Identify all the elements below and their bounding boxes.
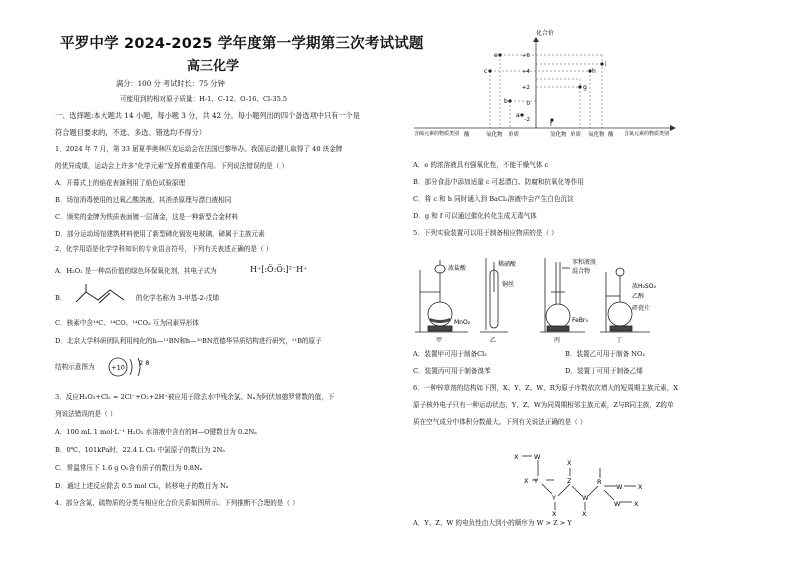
- atom-r: R: [597, 478, 602, 486]
- yi-name: 乙: [490, 337, 497, 344]
- point-g: g: [583, 84, 587, 91]
- q2-option-b-label: B．: [55, 294, 67, 302]
- bing-reagent: FeBr₃: [572, 317, 588, 324]
- atom-x1: X: [514, 453, 519, 461]
- q3-stem: 3．反应H₂O₂+Cl₂ = 2Cl⁻+O₂+2H⁺被应用于除去水中残余氯。Nₐ为阿伏加德罗常数的值，下: [55, 393, 335, 401]
- atom-w2: W: [582, 494, 589, 502]
- exam-meta: 满分：100 分 考试时长：75 分钟: [116, 79, 225, 88]
- atom-w4: W: [614, 500, 621, 508]
- q4-stem: 4．部分含氮、硫物质的分类与相应化合价关系如图所示。下列推断不合理的是（ ）: [55, 499, 299, 507]
- section-heading: 一、选择题:本大题共 14 小题，每小题 3 分，共 42 分。每小题列出的四个备选项中只有一个是: [55, 111, 360, 120]
- x-cat-acid-n: 酸: [608, 132, 614, 138]
- x-cat-oxide-s: 氧化物: [486, 132, 503, 138]
- q3-option-d: D．通过上述反应除去 0.5 mol Cl₂，转移电子的数目为 Nₐ: [55, 482, 229, 490]
- y-tick-2: +2: [521, 85, 530, 91]
- q5-option-d: D．装置丁可用于制备乙烯: [565, 367, 643, 375]
- q6-option-a: A．Y、Z、W 的电负性由大到小的顺序为 W > Z > Y: [413, 519, 572, 527]
- bing-label-2: 混合物: [572, 268, 591, 275]
- q5-option-a: A．装置甲可用于制备Cl₂: [413, 350, 487, 358]
- yi-label-1: 稀硝酸: [498, 261, 517, 268]
- y-tick-0: 0: [526, 101, 530, 107]
- apparatus-ding: [600, 268, 650, 332]
- x-cat-element-s: 单质: [508, 132, 520, 138]
- x-cat-acid-s: 酸: [464, 132, 470, 138]
- q2-option-a: A．H₂O₂ 是一种高价值的绿色环保氧化剂，其电子式为: [55, 267, 217, 275]
- q4-option-d: D．g 和 f 可以通过催化转化生成无毒气体: [413, 212, 537, 220]
- exam-title: 平罗中学 2024-2025 学年度第一学期第三次考试试题: [60, 36, 424, 52]
- q3-option-a: A．100 mL 1 mol·L⁻¹ H₂O₂ 水溶液中含有的H—O键数目为 0.2Nₐ: [55, 428, 257, 436]
- q4-option-a: A．e 的浓溶液具有强氧化性，不能干燥气体 c: [413, 161, 549, 169]
- jia-name: 甲: [436, 337, 443, 344]
- q1-option-c: C．颁奖的金牌为铁质表面镀一层薄金，这是一种新型合金材料: [55, 213, 239, 221]
- q5-option-c: C．装置丙可用于制备溴苯: [413, 367, 491, 375]
- point-i: i: [605, 61, 607, 68]
- q5-option-b: B．装置乙可用于制备 NO₂: [565, 350, 646, 358]
- apparatus-yi: [480, 258, 508, 332]
- y-tick-6: +6: [521, 53, 530, 59]
- q1-stem: 1．2024 年 7 月，第 33 届夏季奥林匹克运动会在法国巴黎举办。我国运动健儿取得了 40 块金牌: [55, 145, 343, 153]
- q3-option-b: B．0℃、101kPa时，22.4 L Cl₂ 中氯原子的数目为 2Nₐ: [55, 446, 225, 454]
- atom-x3: X: [552, 510, 557, 518]
- q1-option-a: A．开幕式上的焰花表演利用了焰色试验原理: [55, 179, 186, 187]
- bing-label-1: 苯和液溴: [572, 259, 597, 266]
- ding-label-3: 碎瓷片: [632, 305, 651, 312]
- q4-option-b: B．部分食品中添加适量 c 可起漂白、防腐和抗氧化等作用: [413, 178, 584, 186]
- ding-label-2: 乙醇: [632, 293, 645, 300]
- valence-chart: [412, 28, 682, 148]
- apparatus-figure: [410, 252, 675, 344]
- y-tick-4: +4: [521, 69, 530, 75]
- h2o2-electron-formula: H⁺[:Ö:Ö:]²⁻H⁺: [250, 265, 308, 274]
- q1-stem-cont: 的优异成绩，运动会上许多“化学元素”发挥着重要作用。下列说法错误的是（ ）: [55, 162, 289, 170]
- point-c: c: [484, 68, 488, 75]
- point-f: f: [550, 121, 553, 128]
- q1-option-b: B．场馆消毒使用的过氧乙酸溶液，其消杀原理与漂白液相同: [55, 196, 232, 204]
- x-left-label: 含硫元素的物质类别: [414, 131, 460, 137]
- molecule-structure: [500, 440, 660, 520]
- ding-label-1: 浓H₂SO₄: [632, 283, 656, 290]
- q6-stem-cont2: 质在空气成分中体积分数最大。下列有关说法正确的是（ ）: [413, 418, 587, 426]
- jia-label: 浓盐酸: [448, 265, 467, 272]
- y-tick-neg2: -2: [524, 117, 530, 123]
- q5-stem: 5．下列实验装置可以用于制备相应物质的是（ ）: [413, 229, 558, 237]
- q2-option-d-cont: 结构示意图为: [55, 363, 95, 371]
- atom-y2: Y: [552, 494, 556, 502]
- q6-stem-cont: 原子核外电子只有一种运动状态，Y、Z、W为同周期相邻主族元素，Z与R同主族，Z的单: [413, 401, 674, 409]
- atom-y1: Y: [534, 477, 538, 485]
- atom-z: Z: [567, 477, 572, 485]
- x-cat-oxide-n: 氧化物: [588, 132, 605, 138]
- yi-label-2: 铜丝: [502, 281, 515, 288]
- x-right-label: 含氮元素的物质类别: [624, 131, 670, 137]
- atom-x7: X: [634, 500, 639, 508]
- q3-stem-cont: 列说法错误的是（ ）: [55, 410, 117, 418]
- atom-w1: W: [534, 453, 541, 461]
- x-cat-hydride-n: 氢化物: [550, 132, 567, 138]
- bing-name: 丙: [554, 337, 561, 344]
- atomic-masses: 可能用到的相对原子质量：H-1、C-12、O-16、Cl-35.5: [120, 95, 288, 103]
- x-cat-element-n: 单质: [570, 132, 582, 138]
- jia-reagent: MnO₂: [454, 319, 471, 326]
- point-e: e: [494, 52, 498, 59]
- nucleus-label: +10: [111, 363, 125, 372]
- q2-stem: 2．化学用语是化学学科知识的专业语言符号，下列有关表述正确的是（ ）: [55, 245, 273, 253]
- q3-option-c: C．常温常压下 1.6 g O₂含有质子的数目为 0.8Nₐ: [55, 464, 203, 472]
- atom-x4: X: [567, 459, 572, 467]
- section-heading-cont: 符合题目要求的，不选、多选、错选均不得分）: [55, 128, 206, 137]
- atom-w3: W: [616, 483, 623, 491]
- ding-name: 丁: [616, 337, 623, 344]
- exam-subtitle: 高三化学: [187, 59, 240, 74]
- atom-x2: X: [524, 477, 529, 485]
- q4-option-c: C．将 c 和 h 同时通入到 BaCl₂溶液中会产生白色沉淀: [413, 195, 574, 203]
- shell-labels: 2 8: [139, 359, 150, 367]
- q2-option-c: C．核素中含¹⁴C、¹⁴CO、¹⁴CO₂ 互为同素异形体: [55, 319, 199, 327]
- atom-x5: X: [582, 510, 587, 518]
- q6-stem: 6．一种锌草剂的结构如下图，X、Y、Z、W、R为原子序数依次增大的短周期主族元素，X: [413, 384, 679, 392]
- chart-axis-title: 化合价: [536, 30, 555, 37]
- skeletal-formula: [72, 282, 130, 308]
- atom-structure-diagram: [106, 354, 156, 380]
- point-h: h: [592, 68, 596, 75]
- point-a: a: [516, 112, 520, 119]
- q1-option-d: D．部分运动场馆建筑材料使用了新型碲化镉发电玻璃，碲属于主族元素: [55, 230, 265, 238]
- point-b: b: [504, 98, 508, 105]
- q2-option-d: D．北京大学科研团队利用纯化的h—¹¹BN和h—¹⁰BN范德华异质结构进行研究，¹¹B的原子: [55, 337, 322, 345]
- q2-option-b-text: 的化学名称为 3-甲基-2-戊烯: [136, 294, 220, 302]
- atom-x6: X: [638, 483, 643, 491]
